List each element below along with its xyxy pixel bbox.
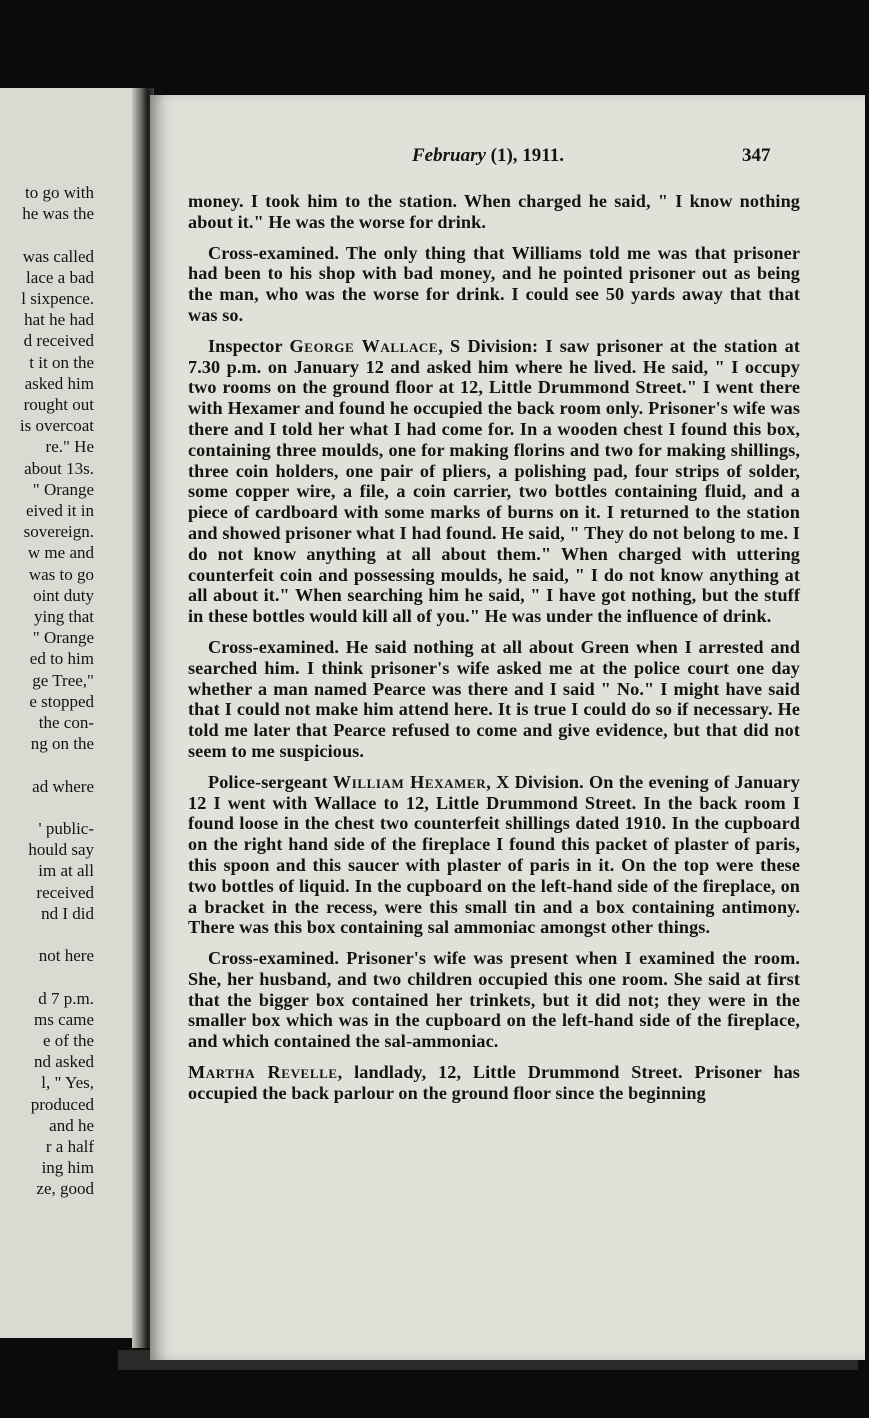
- paragraph: [188, 1062, 800, 1104]
- paragraph-text: Cross-examined. Prisoner's wife was present when I examined the room. She, her husband, and two children occupied this one room. She said at first that the bigger box contained her trinkets, but it did not; they were in the smaller box which was in the cupboard on the left-hand side of the fireplace, and which contained the sal-ammoniac.: [188, 948, 800, 1052]
- left-page-line: hat he had: [24, 310, 94, 330]
- left-page-line: ng on the: [30, 734, 94, 754]
- left-page-line: w me and: [27, 543, 94, 563]
- left-page-line: to go with: [25, 183, 94, 202]
- paragraph-text: Cross-examined. He said nothing at all about Green when I arrested and searched him. I think prisoner's wife asked me at the police court one day whether a man named Pearce was there and I said " No." I might have said that I could not make him attend here. It is true I could do so if necessary. He told me later that Pearce refused to come and give evidence, but that did not seem to me suspicious.: [188, 636, 800, 761]
- right-page: [150, 95, 865, 1360]
- left-page-line: he was the: [22, 204, 94, 224]
- left-page-line: ms came: [34, 1009, 94, 1029]
- left-page-line: produced: [30, 1094, 94, 1114]
- paragraph: [188, 637, 800, 762]
- running-title-date: (1), 1911.: [485, 145, 565, 166]
- left-page-line: ing him: [41, 1158, 94, 1178]
- witness-name: George Wallace: [289, 335, 439, 356]
- left-page-line: oint duty: [33, 585, 94, 605]
- left-page-line: not here: [38, 946, 94, 966]
- left-page-line: received: [36, 882, 94, 902]
- paragraph-text: Cross-examined. The only thing that Williams told me was that prisoner had been to his shop with bad money, and he pointed prisoner out as being the man, who was the worse for drink. I could see 50 yards away that that was so.: [188, 242, 800, 325]
- left-page-line: l, " Yes,: [41, 1073, 94, 1093]
- paragraph: [188, 191, 800, 233]
- paragraph: [188, 336, 800, 627]
- left-page-line: ad where: [32, 776, 94, 796]
- left-page-line: re." He: [45, 437, 94, 457]
- left-page-line: about 13s.: [24, 458, 94, 478]
- left-page-line: nd asked: [34, 1052, 94, 1072]
- paragraph: [188, 243, 800, 326]
- left-page-line: was called: [22, 246, 94, 266]
- left-page-line: ge Tree,": [32, 670, 94, 690]
- left-page-line: ed to him: [29, 649, 94, 669]
- left-page-line: im at all: [38, 861, 94, 881]
- left-page-line: d 7 p.m.: [38, 988, 94, 1008]
- left-page-line: lace a bad: [26, 267, 94, 287]
- left-page-line: ying that: [34, 607, 94, 626]
- paragraph-text: , S Division: I saw prisoner at the station at 7.30 p.m. on January 12 and asked him where he lived. He said, " I occupy two rooms on the ground floor at 12, Little Drummond Street." I went there with Hexamer and found he occupied the back room only. Prisoner's wife was there and I told her what I had come for. In a wooden chest I found this box, containing three moulds, one for making florins and two for making shillings, three coin holders, one pair of pliers, a polishing pad, four strips of solder, some copper wire, a file, a coin carrier, two bottles containing fluid, and a piece of cardboard with some marks of burns on it. I returned to the station and showed prisoner what I had found. He said, " They do not belong to me. I do not know anything at all about them." When charged with uttering counterfeit coin and possessing moulds, he said, " I do not know anything at all about it." When searching him he said, " I have got nothing, but the stuff in these bottles would kill all of you." He was under the influence of drink.: [188, 335, 800, 627]
- left-page-line: r a half: [45, 1137, 94, 1156]
- witness-name: William Hexamer: [332, 771, 487, 792]
- left-page-line: eived it in: [26, 501, 94, 520]
- left-page-line: sovereign.: [23, 522, 94, 542]
- running-title-month: February: [412, 145, 486, 166]
- left-page-line: asked him: [24, 373, 94, 393]
- running-header: [150, 145, 865, 169]
- paragraph-text: money. I took him to the station. When charged he said, " I know nothing about it." He was the worse for drink.: [188, 191, 800, 232]
- page-number: 347: [742, 145, 771, 166]
- left-page-fragment: [0, 88, 140, 1338]
- paragraph-text: , X Division. On the evening of January 12 I went with Wallace to 12, Little Drummond Street. In the back room I found loose in the chest two counterfeit shillings dated 1910. In the cupboard on the right hand side of the fireplace I found this packet of plaster of paris, this spoon and this saucer with plaster of paris in it. On the top were these two bottles of liquid. In the cupboard on the left-hand side of the fireplace, on a bracket in the recess, were this small tin and a box containing antimony. There was this box containing sal ammoniac amongst other things.: [188, 771, 800, 938]
- left-page-line: hould say: [28, 840, 94, 860]
- left-page-line: the con-: [38, 713, 94, 732]
- left-page-line: " Orange: [32, 479, 94, 499]
- left-page-line: nd I did: [41, 903, 94, 923]
- witness-name: Martha Revelle: [188, 1062, 338, 1083]
- paragraph: [188, 948, 800, 1052]
- left-page-line: e stopped: [29, 691, 94, 711]
- page-body: [188, 191, 800, 1114]
- left-page-line: d received: [23, 331, 94, 351]
- paragraph-text: , landlady, 12, Little Drummond Street. Prisoner has occupied the back parlour on the ground floor since the beginning: [188, 1062, 800, 1103]
- running-title: [412, 145, 564, 167]
- left-page-line: " Orange: [32, 628, 94, 648]
- left-page-line: and he: [49, 1115, 94, 1135]
- left-page-line: is overcoat: [19, 416, 94, 436]
- left-page-line: l sixpence.: [21, 289, 94, 308]
- left-page-line: was to go: [28, 564, 94, 584]
- left-page-line: e of the: [43, 1031, 94, 1050]
- left-page-line: ' public-: [38, 819, 94, 838]
- paragraph: [188, 772, 800, 938]
- witness-title: Police-sergeant: [208, 771, 333, 792]
- witness-title: Inspector: [208, 335, 290, 356]
- left-page-line: rought out: [23, 395, 94, 414]
- left-page-line: ze, good: [36, 1179, 94, 1199]
- left-page-line: t it on the: [29, 352, 94, 372]
